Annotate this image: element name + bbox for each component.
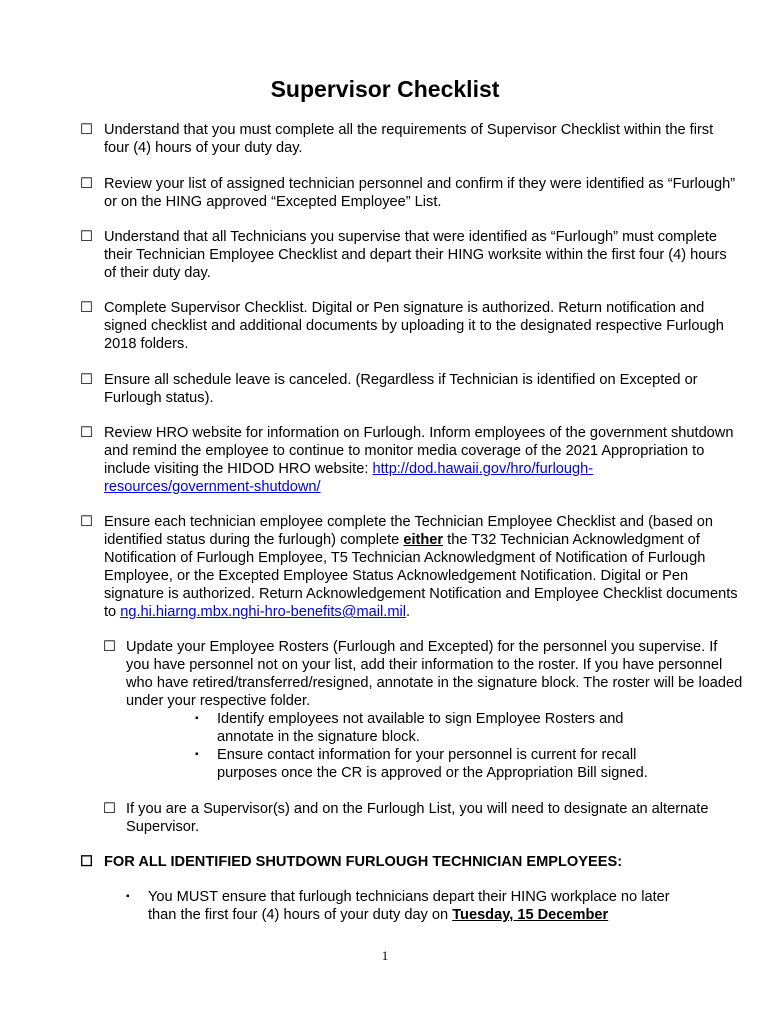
checklist-item	[80, 228, 740, 282]
checklist-item-text-part: .	[405, 604, 411, 620]
checklist-item	[80, 299, 740, 353]
checkbox-icon[interactable]: ☐	[80, 229, 94, 245]
furlough-section-header	[80, 853, 740, 871]
bullet-item	[195, 710, 675, 746]
bullet-item	[195, 746, 675, 782]
sub-checklist-item-text: Update your Employee Rosters (Furlough and Excepted) for the personnel you supervise. If you have personnel not on your list, add their information to the roster. If you have personnel who have retired/transferred/resigned, annotate in the signature block. The roster will be loaded under your respective folder.	[126, 639, 743, 709]
bullet-item-text: Identify employees not available to sign Employee Rosters and annotate in the signature block.	[217, 711, 624, 745]
checkbox-icon[interactable]: ☐	[80, 372, 94, 388]
bullet-item-text-part: You MUST ensure that furlough technicians depart their HING workplace no later than the first four (4) hours of your duty day on	[148, 889, 670, 923]
checklist-item-text-part: Ensure each technician employee complete the Technician Employee Checklist and (based on identified status during the furlough) complete	[104, 514, 713, 548]
sub-checklist-item	[103, 800, 743, 836]
bullet-item-text: Ensure contact information for your personnel is current for recall purposes once the CR is approved or the Appropriation Bill signed.	[217, 747, 648, 781]
page-number: 1	[381, 948, 389, 963]
checkbox-icon[interactable]: ☐	[103, 801, 117, 817]
checklist-item-text: Complete Supervisor Checklist. Digital or Pen signature is authorized. Return notification and signed checklist and additional documents by uploading it to the designated respective Furlough 2018 folders.	[104, 300, 724, 352]
furlough-header-text: FOR ALL IDENTIFIED SHUTDOWN FURLOUGH TECHNICIAN EMPLOYEES:	[104, 854, 623, 870]
checklist-item-text-part: Review HRO website for information on Furlough. Inform employees of the government shutdown and remind the employee to continue to monitor media coverage of the 2021 Appropriation to include visiting the HIDOD HRO website:	[104, 425, 734, 477]
bullet-square-icon: ▪	[126, 891, 130, 902]
checklist-item-text-part: the T32 Technician Acknowledgment of Notification of Furlough Employee, T5 Technician Acknowledgment of Notification of Furlough Employee, or the Excepted Employee Status Acknowledgement Notification. Digital or Pen signature is authorized. Return Acknowledgement Notification and Employee Checklist documents to	[104, 532, 738, 620]
checkbox-icon[interactable]: ☐	[80, 514, 94, 530]
checkbox-icon[interactable]: ☐	[80, 854, 94, 870]
checklist-item-text: Understand that all Technicians you supervise that were identified as “Furlough” must complete their Technician Employee Checklist and depart their HING worksite within the first four (4) hours of their duty day.	[104, 229, 727, 281]
bullet-item-text	[148, 888, 686, 924]
sub-checklist-item-text: If you are a Supervisor(s) and on the Furlough List, you will need to designate an alternate Supervisor.	[126, 801, 709, 835]
checkbox-icon[interactable]: ☐	[80, 122, 94, 138]
bullet-square-icon: ▪	[195, 749, 199, 760]
checklist-item-text: Understand that you must complete all the requirements of Supervisor Checklist within the first four (4) hours of your duty day.	[104, 122, 714, 156]
checklist-item	[80, 424, 740, 496]
checklist-item	[80, 513, 740, 621]
benefits-email-link[interactable]: ng.hi.hiarng.mbx.nghi-hro-benefits@mail.mil	[120, 604, 406, 620]
checklist-item	[80, 371, 740, 407]
checklist-item-text	[104, 513, 740, 621]
checkbox-icon[interactable]: ☐	[80, 425, 94, 441]
checkbox-icon[interactable]: ☐	[80, 176, 94, 192]
checkbox-icon[interactable]: ☐	[103, 639, 117, 655]
checklist-item	[80, 121, 740, 157]
checkbox-icon[interactable]: ☐	[80, 300, 94, 316]
sub-checklist-item	[103, 638, 743, 710]
checklist-item	[80, 175, 740, 211]
deadline-date: Tuesday, 15 December	[452, 907, 609, 923]
checklist-item-text: Ensure all schedule leave is canceled. (Regardless if Technician is identified on Excepted or Furlough status).	[104, 372, 698, 406]
bullet-item	[126, 888, 686, 924]
emphasis-either: either	[403, 532, 444, 548]
checklist-item-text	[104, 424, 740, 496]
bullet-square-icon: ▪	[195, 713, 199, 724]
hro-website-link[interactable]: http://dod.hawaii.gov/hro/furlough-resources/government-shutdown/	[104, 461, 594, 495]
checklist-item-text: Review your list of assigned technician personnel and confirm if they were identified as “Furlough” or on the HING approved “Excepted Employee” List.	[104, 176, 736, 210]
page-title: Supervisor Checklist	[270, 76, 500, 102]
